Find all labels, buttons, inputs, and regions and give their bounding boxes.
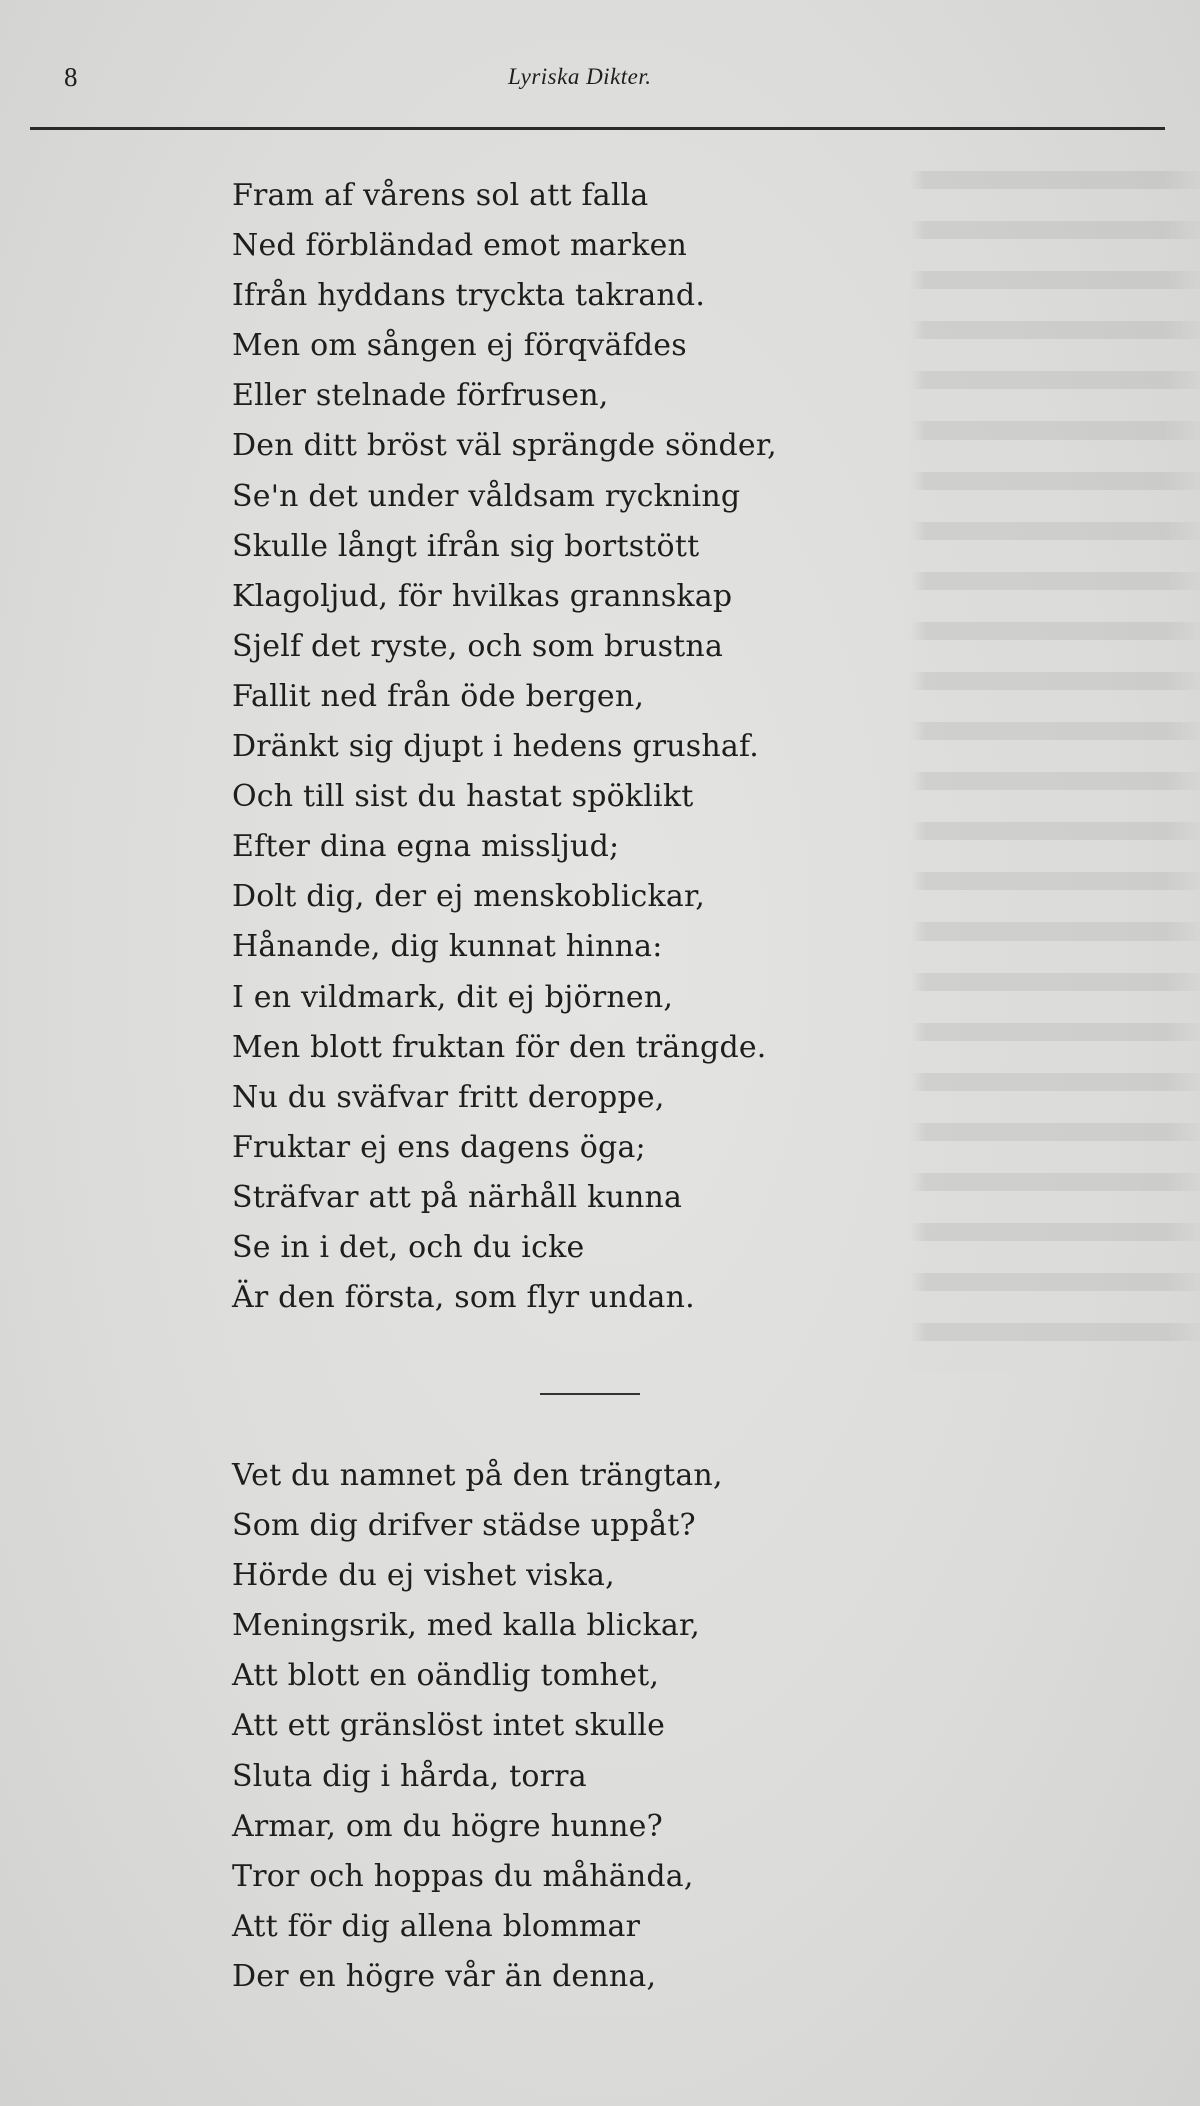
verse-line: Att för dig allena blommar	[232, 1908, 641, 1944]
verse-line: Se'n det under våldsam ryckning	[232, 478, 741, 514]
verse-line: Och till sist du hastat spöklikt	[232, 779, 694, 815]
verse-line: Der en högre vår än denna,	[232, 1958, 657, 1994]
verse-line: Fallit ned från öde bergen,	[232, 678, 645, 714]
verse-line: I en vildmark, dit ej björnen,	[232, 979, 674, 1015]
bleed-through-text	[910, 171, 1200, 2071]
verse-line: Efter dina egna missljud;	[232, 829, 620, 865]
verse-line: Hånande, dig kunnat hinna:	[232, 929, 663, 965]
poem-stanza-1	[232, 171, 777, 1323]
verse-line: Se in i det, och du icke	[232, 1229, 585, 1265]
section-divider	[540, 1393, 640, 1395]
verse-line: Men om sången ej förqväfdes	[232, 328, 687, 364]
verse-line: Dränkt sig djupt i hedens grushaf.	[232, 729, 759, 765]
verse-line: Klagoljud, för hvilkas grannskap	[232, 578, 733, 614]
verse-line: Ifrån hyddans tryckta takrand.	[232, 278, 706, 314]
verse-line: Är den första, som flyr undan.	[232, 1280, 695, 1316]
verse-line: Tror och hoppas du måhända,	[232, 1858, 694, 1894]
verse-line: Eller stelnade förfrusen,	[232, 378, 609, 414]
verse-line: Sträfvar att på närhåll kunna	[232, 1179, 683, 1215]
verse-line: Men blott fruktan för den trängde.	[232, 1029, 767, 1065]
verse-line: Dolt dig, der ej menskoblickar,	[232, 879, 706, 915]
verse-line: Skulle långt ifrån sig bortstött	[232, 528, 700, 564]
poem-stanza-2	[232, 1451, 723, 2002]
verse-line: Meningsrik, med kalla blickar,	[232, 1608, 700, 1644]
verse-line: Att blott en oändlig tomhet,	[232, 1658, 660, 1694]
verse-line: Sjelf det ryste, och som brustna	[232, 628, 724, 664]
verse-line: Armar, om du högre hunne?	[232, 1808, 663, 1844]
verse-line: Vet du namnet på den trängtan,	[232, 1458, 723, 1493]
page-number: 8	[64, 62, 78, 92]
verse-line: Fruktar ej ens dagens öga;	[232, 1129, 646, 1165]
running-title: Lyriska Dikter.	[508, 64, 652, 89]
verse-line: Som dig drifver städse uppåt?	[232, 1508, 696, 1544]
page-header	[0, 62, 1200, 102]
verse-line: Sluta dig i hårda, torra	[232, 1758, 587, 1794]
verse-line: Fram af vårens sol att falla	[232, 178, 649, 213]
verse-line: Att ett gränslöst intet skulle	[232, 1708, 666, 1744]
verse-line: Den ditt bröst väl sprängde sönder,	[232, 428, 777, 464]
verse-line: Hörde du ej vishet viska,	[232, 1558, 615, 1594]
verse-line: Ned förbländad emot marken	[232, 228, 688, 264]
header-rule	[30, 127, 1165, 130]
verse-line: Nu du sväfvar fritt deroppe,	[232, 1079, 665, 1115]
